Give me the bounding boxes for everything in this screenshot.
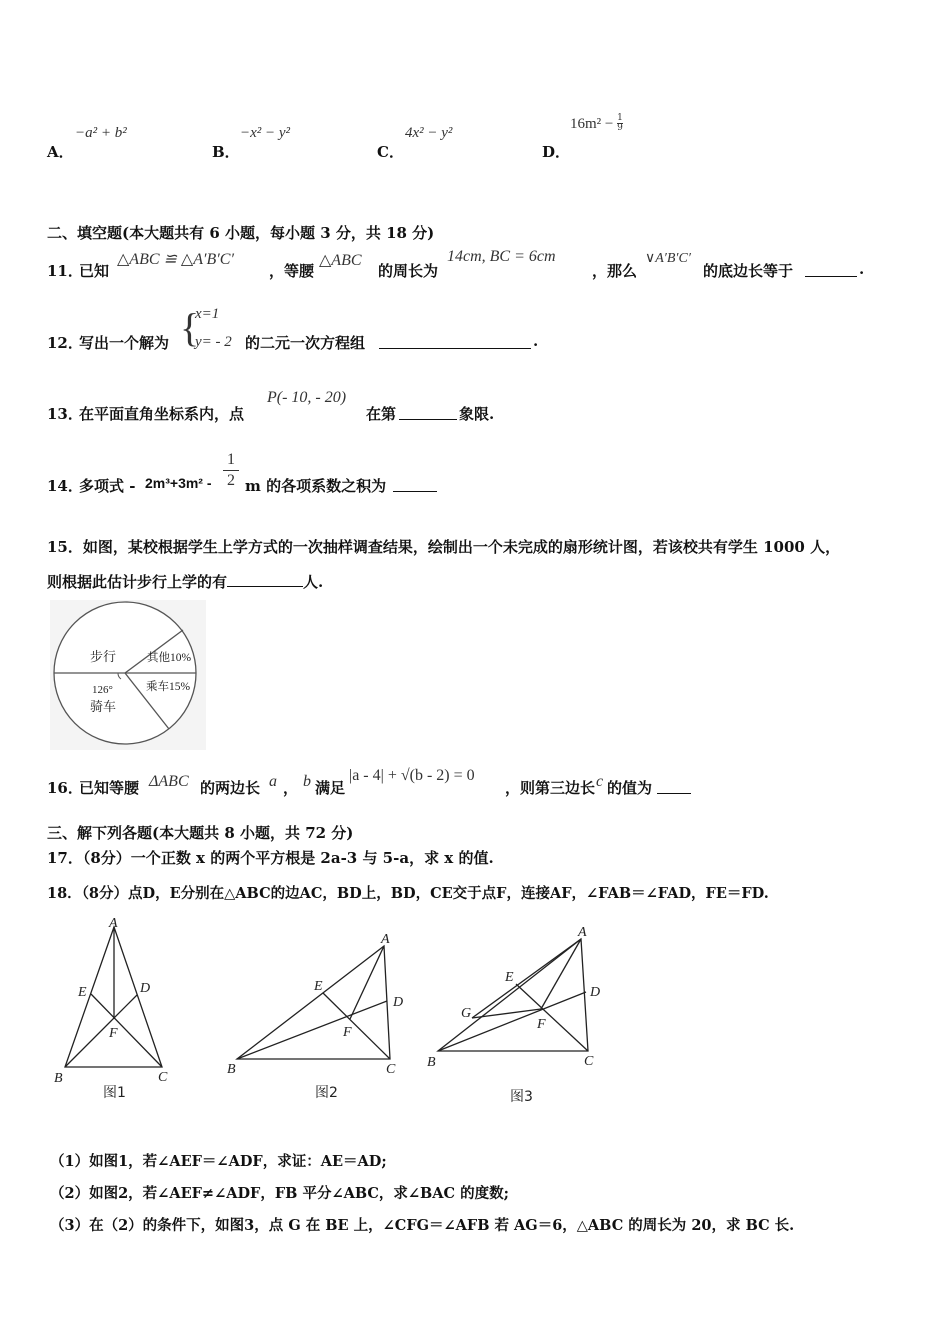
pie-label-walk: 步行 [90,649,117,664]
point-b: B [427,1055,436,1070]
answer-blank[interactable] [657,779,691,794]
point-b: B [54,1071,63,1086]
answer-blank[interactable] [393,477,437,492]
geometry-figure-1 [48,915,188,1105]
geometry-figure-2 [222,925,412,1110]
point-d: D [393,995,404,1010]
question-18: 18．（8分）点D，E分别在△ABC的边AC，BD上，BD，CE交于点F，连接AF，∠FAB＝∠FAD，FE＝FD. [47,885,769,902]
point-c: C [386,1062,396,1077]
option-b-label: B． [212,143,240,161]
segment-ag [472,939,581,1018]
point-d: D [590,985,601,1000]
option-d-label: D． [542,143,571,161]
figure-3-caption: 图3 [510,1089,533,1105]
pie-label-other: 其他10% [147,652,192,664]
point-a: A [109,916,118,931]
triangle-abc [438,939,588,1051]
question-17: 17．（8分）一个正数 x 的两个平方根是 2a-3 与 5-a，求 x 的值. [47,849,494,867]
answer-blank[interactable] [379,334,531,349]
pie-chart-figure [50,600,206,750]
answer-blank[interactable] [227,572,303,587]
figure-1-caption: 图1 [103,1085,126,1101]
question-18-part-3: （3）在（2）的条件下，如图3，点 G 在 BE 上，∠CFG＝∠AFB 若 AG＝6，△ABC 的周长为 20，求 BC 长. [50,1217,795,1234]
point-b: B [227,1062,236,1077]
question-15-line2: 则根据此估计步行上学的有 人. [47,573,324,591]
point-e: E [314,979,323,994]
point-e: E [78,985,87,1000]
option-c-label: C． [377,143,404,161]
point-a: A [578,925,587,940]
figure-2-caption: 图2 [315,1085,338,1101]
section-3-title: 三、解下列各题(本大题共 8 小题，共 72 分) [47,824,354,842]
point-d: D [140,981,151,996]
pie-label-angle: 126° [92,684,113,696]
segment-ce [323,993,390,1059]
option-b-expression: −x² − y² [240,125,291,141]
option-d-expression: 16m² − $\frac{1}{9}$ [570,113,623,133]
segment-bd [438,992,586,1051]
point-g: G [461,1006,472,1021]
segment-ce [516,984,588,1051]
geometry-figure-3 [424,920,614,1110]
option-a-label: A． [47,143,74,161]
option-a-expression: −a² + b² [75,125,127,141]
question-18-part-2: （2）如图2，若∠AEF≠∠ADF，FB 平分∠ABC，求∠BAC 的度数; [50,1185,510,1202]
point-f: F [343,1025,352,1040]
question-15-line1: 15．如图，某校根据学生上学方式的一次抽样调查结果，绘制出一个未完成的扇形统计图，若该校共有学生 1000 人， [47,538,841,556]
answer-blank[interactable] [805,262,857,277]
point-c: C [584,1054,594,1069]
segment-af [541,939,581,1009]
triangle-abc [237,946,390,1059]
point-e: E [505,970,514,985]
point-c: C [158,1070,168,1085]
point-f: F [537,1017,546,1032]
segment-bd [237,1001,387,1059]
pie-label-bus: 乘车15% [146,681,191,693]
answer-blank[interactable] [399,405,457,420]
section-2-title: 二、填空题(本大题共有 6 小题，每小题 3 分，共 18 分) [47,224,435,242]
question-18-part-1: （1）如图1，若∠AEF＝∠ADF，求证：AE＝AD; [50,1153,387,1170]
option-c-expression: 4x² − y² [405,125,453,141]
point-f: F [109,1026,118,1041]
point-a: A [381,932,390,947]
pie-label-bike: 骑车 [90,699,117,714]
